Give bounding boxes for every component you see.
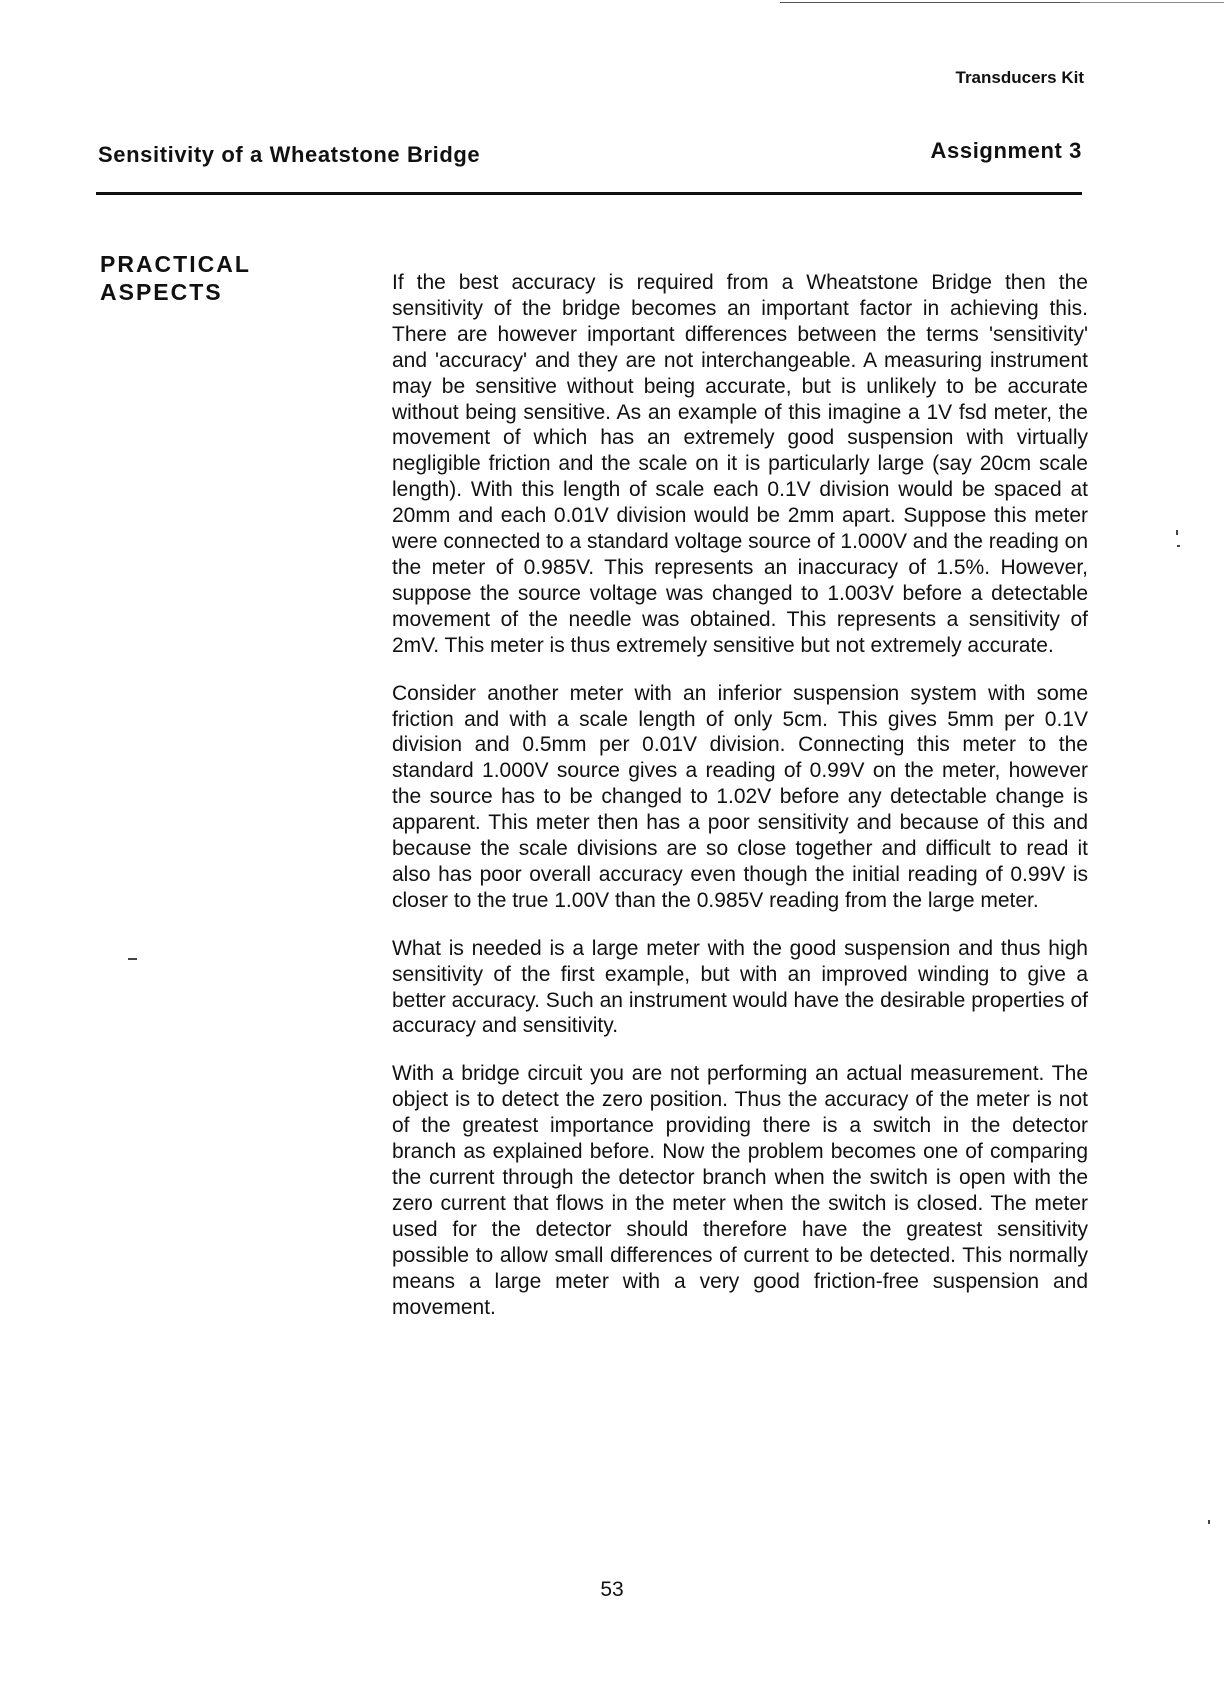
scan-speck [128,958,137,960]
kit-label: Transducers Kit [955,68,1084,87]
paragraph-inferior-meter: Consider another meter with an inferior suspension system with some friction and with a scale length of only 5cm. This gives 5mm per 0.1V division and 0.5mm per 0.01V division. Connecting this meter to the standard 1.000V source gives a reading of 0.99V on the meter, however the source has to be changed to 1.02V before any detectable change is apparent. This meter then has a poor sensitivity and because of this and because the scale divisions are so close together and difficult to read it also has poor overall accuracy even though the initial reading of 0.99V is closer to the true 1.00V than the 0.985V reading from the large meter. [392,681,1088,912]
scan-edge-line-right [1080,2,1224,3]
section-title: Sensitivity of a Wheatstone Bridge [98,142,481,167]
paragraph-bridge-detector: With a bridge circuit you are not performing an actual measurement. The object is to detect the zero position. Thus the accuracy of the meter is not of the greatest importance providing there is a switch in the detector branch as explained before. Now the problem becomes one of comparing the current through the detector branch when the switch is open with the zero current that flows in the meter when the switch is closed. The meter used for the detector should therefore have the greatest sensitivity possible to allow small differences of current to be detected. This normally means a large meter with a very good friction-free suspension and movement. [392,1062,1088,1319]
paragraph-sensitivity-vs-accuracy: If the best accuracy is required from a Wheatstone Bridge then the sensitivity of the bridge becomes an important factor in achieving this. There are however important differences between the terms 'sensitivity' and 'accuracy' and they are not interchangeable. A measuring instrument may be sensitive without being accurate, but is unlikely to be accurate without being sensitive. As an example of this imagine a 1V fsd meter, the movement of which has an extremely good suspension with virtually negligible friction and the scale on it is particularly large (say 20cm scale length). With this length of scale each 0.1V division would be spaced at 20mm and each 0.01V division would be 2mm apart. Suppose this meter were connected to a standard voltage source of 1.000V and the reading on the meter of 0.985V. This represents an inaccuracy of 1.5%. However, suppose the source voltage was changed to 1.003V before a detectable movement of the needle was obtained. This represents a sensitivity of 2mV. This meter is thus extremely sensitive but not extremely accurate. [392,271,1088,657]
body-text [392,270,1088,1342]
assignment-label: Assignment 3 [930,138,1082,163]
side-heading-line-2: ASPECTS [100,279,223,305]
paragraph-ideal-meter: What is needed is a large meter with the good suspension and thus high sensitivity of the first example, but with an improved winding to give a better accuracy. Such an instrument would have the desirable properties of accuracy and sensitivity. [392,936,1088,1038]
side-heading [100,250,300,306]
scan-edge-line [780,2,1080,3]
scan-speck [1176,530,1178,535]
scan-speck [1177,545,1180,547]
scan-speck [1208,1520,1210,1524]
side-heading-line-1: PRACTICAL [100,251,251,277]
page-number: 53 [600,1578,624,1601]
header-divider [96,192,1082,195]
